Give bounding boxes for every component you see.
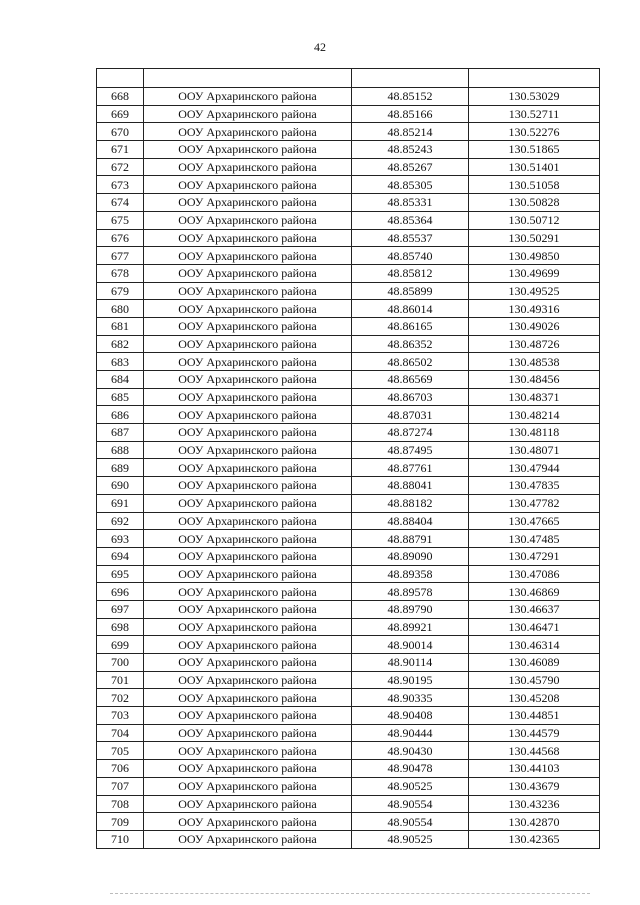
latitude-cell: 48.88041 xyxy=(352,477,469,495)
row-number-cell: 696 xyxy=(97,583,144,601)
row-number-cell: 708 xyxy=(97,795,144,813)
header-cell-latitude xyxy=(352,69,469,88)
table-row xyxy=(97,300,600,318)
organization-cell: ООУ Архаринского района xyxy=(144,441,352,459)
table-row xyxy=(97,565,600,583)
organization-cell: ООУ Архаринского района xyxy=(144,300,352,318)
longitude-cell: 130.45208 xyxy=(469,689,600,707)
organization-cell: ООУ Архаринского района xyxy=(144,141,352,159)
table-row xyxy=(97,707,600,725)
longitude-cell: 130.48456 xyxy=(469,371,600,389)
table-row xyxy=(97,760,600,778)
organization-cell: ООУ Архаринского района xyxy=(144,530,352,548)
latitude-cell: 48.90444 xyxy=(352,724,469,742)
coordinates-table-body xyxy=(97,69,600,849)
table-row xyxy=(97,494,600,512)
organization-cell: ООУ Архаринского района xyxy=(144,123,352,141)
organization-cell: ООУ Архаринского района xyxy=(144,424,352,442)
latitude-cell: 48.89921 xyxy=(352,618,469,636)
latitude-cell: 48.87495 xyxy=(352,441,469,459)
table-row xyxy=(97,264,600,282)
longitude-cell: 130.50828 xyxy=(469,194,600,212)
longitude-cell: 130.42365 xyxy=(469,830,600,848)
organization-cell: ООУ Архаринского района xyxy=(144,742,352,760)
organization-cell: ООУ Архаринского района xyxy=(144,317,352,335)
longitude-cell: 130.50712 xyxy=(469,211,600,229)
table-row xyxy=(97,654,600,672)
latitude-cell: 48.85331 xyxy=(352,194,469,212)
row-number-cell: 677 xyxy=(97,247,144,265)
longitude-cell: 130.46471 xyxy=(469,618,600,636)
longitude-cell: 130.52711 xyxy=(469,105,600,123)
table-row xyxy=(97,777,600,795)
longitude-cell: 130.49525 xyxy=(469,282,600,300)
table-row xyxy=(97,424,600,442)
row-number-cell: 705 xyxy=(97,742,144,760)
organization-cell: ООУ Архаринского района xyxy=(144,176,352,194)
organization-cell: ООУ Архаринского района xyxy=(144,494,352,512)
row-number-cell: 707 xyxy=(97,777,144,795)
longitude-cell: 130.46314 xyxy=(469,636,600,654)
table-row xyxy=(97,583,600,601)
longitude-cell: 130.43236 xyxy=(469,795,600,813)
latitude-cell: 48.85305 xyxy=(352,176,469,194)
row-number-cell: 674 xyxy=(97,194,144,212)
latitude-cell: 48.90014 xyxy=(352,636,469,654)
table-row xyxy=(97,335,600,353)
organization-cell: ООУ Архаринского района xyxy=(144,158,352,176)
latitude-cell: 48.85364 xyxy=(352,211,469,229)
latitude-cell: 48.86165 xyxy=(352,317,469,335)
organization-cell: ООУ Архаринского района xyxy=(144,618,352,636)
table-row xyxy=(97,813,600,831)
latitude-cell: 48.85740 xyxy=(352,247,469,265)
longitude-cell: 130.49699 xyxy=(469,264,600,282)
table-row xyxy=(97,371,600,389)
row-number-cell: 700 xyxy=(97,654,144,672)
organization-cell: ООУ Архаринского района xyxy=(144,565,352,583)
table-row xyxy=(97,194,600,212)
latitude-cell: 48.88404 xyxy=(352,512,469,530)
longitude-cell: 130.51865 xyxy=(469,141,600,159)
table-row xyxy=(97,353,600,371)
row-number-cell: 687 xyxy=(97,424,144,442)
row-number-cell: 672 xyxy=(97,158,144,176)
table-row xyxy=(97,477,600,495)
header-cell-longitude xyxy=(469,69,600,88)
row-number-cell: 706 xyxy=(97,760,144,778)
organization-cell: ООУ Архаринского района xyxy=(144,406,352,424)
longitude-cell: 130.47485 xyxy=(469,530,600,548)
table-row xyxy=(97,459,600,477)
table-row xyxy=(97,742,600,760)
longitude-cell: 130.51401 xyxy=(469,158,600,176)
row-number-cell: 710 xyxy=(97,830,144,848)
latitude-cell: 48.86569 xyxy=(352,371,469,389)
latitude-cell: 48.90408 xyxy=(352,707,469,725)
row-number-cell: 685 xyxy=(97,388,144,406)
table-row xyxy=(97,600,600,618)
row-number-cell: 669 xyxy=(97,105,144,123)
row-number-cell: 709 xyxy=(97,813,144,831)
longitude-cell: 130.46637 xyxy=(469,600,600,618)
latitude-cell: 48.88182 xyxy=(352,494,469,512)
organization-cell: ООУ Архаринского района xyxy=(144,353,352,371)
table-row xyxy=(97,388,600,406)
table-header-row xyxy=(97,69,600,88)
longitude-cell: 130.48371 xyxy=(469,388,600,406)
row-number-cell: 695 xyxy=(97,565,144,583)
latitude-cell: 48.90478 xyxy=(352,760,469,778)
longitude-cell: 130.51058 xyxy=(469,176,600,194)
row-number-cell: 689 xyxy=(97,459,144,477)
longitude-cell: 130.48118 xyxy=(469,424,600,442)
latitude-cell: 48.89090 xyxy=(352,547,469,565)
latitude-cell: 48.90195 xyxy=(352,671,469,689)
row-number-cell: 699 xyxy=(97,636,144,654)
latitude-cell: 48.87031 xyxy=(352,406,469,424)
longitude-cell: 130.47944 xyxy=(469,459,600,477)
row-number-cell: 671 xyxy=(97,141,144,159)
latitude-cell: 48.86703 xyxy=(352,388,469,406)
table-row xyxy=(97,211,600,229)
organization-cell: ООУ Архаринского района xyxy=(144,194,352,212)
organization-cell: ООУ Архаринского района xyxy=(144,335,352,353)
latitude-cell: 48.90554 xyxy=(352,813,469,831)
longitude-cell: 130.47086 xyxy=(469,565,600,583)
organization-cell: ООУ Архаринского района xyxy=(144,247,352,265)
latitude-cell: 48.90554 xyxy=(352,795,469,813)
longitude-cell: 130.47782 xyxy=(469,494,600,512)
longitude-cell: 130.48214 xyxy=(469,406,600,424)
organization-cell: ООУ Архаринского района xyxy=(144,388,352,406)
organization-cell: ООУ Архаринского района xyxy=(144,477,352,495)
page-bottom-rule xyxy=(110,893,590,894)
table-row xyxy=(97,282,600,300)
row-number-cell: 670 xyxy=(97,123,144,141)
latitude-cell: 48.90114 xyxy=(352,654,469,672)
table-row xyxy=(97,830,600,848)
longitude-cell: 130.44568 xyxy=(469,742,600,760)
longitude-cell: 130.43679 xyxy=(469,777,600,795)
row-number-cell: 668 xyxy=(97,88,144,106)
latitude-cell: 48.90430 xyxy=(352,742,469,760)
table-row xyxy=(97,123,600,141)
table-row xyxy=(97,229,600,247)
longitude-cell: 130.44103 xyxy=(469,760,600,778)
row-number-cell: 691 xyxy=(97,494,144,512)
latitude-cell: 48.85243 xyxy=(352,141,469,159)
organization-cell: ООУ Архаринского района xyxy=(144,88,352,106)
longitude-cell: 130.42870 xyxy=(469,813,600,831)
organization-cell: ООУ Архаринского района xyxy=(144,264,352,282)
latitude-cell: 48.89790 xyxy=(352,600,469,618)
latitude-cell: 48.87274 xyxy=(352,424,469,442)
longitude-cell: 130.50291 xyxy=(469,229,600,247)
table-row xyxy=(97,317,600,335)
page-number: 42 xyxy=(314,40,326,54)
organization-cell: ООУ Архаринского района xyxy=(144,512,352,530)
longitude-cell: 130.45790 xyxy=(469,671,600,689)
table-row xyxy=(97,176,600,194)
organization-cell: ООУ Архаринского района xyxy=(144,371,352,389)
organization-cell: ООУ Архаринского района xyxy=(144,105,352,123)
organization-cell: ООУ Архаринского района xyxy=(144,671,352,689)
table-row xyxy=(97,141,600,159)
longitude-cell: 130.47665 xyxy=(469,512,600,530)
organization-cell: ООУ Архаринского района xyxy=(144,760,352,778)
row-number-cell: 684 xyxy=(97,371,144,389)
table-row xyxy=(97,88,600,106)
longitude-cell: 130.46089 xyxy=(469,654,600,672)
table-row xyxy=(97,724,600,742)
row-number-cell: 690 xyxy=(97,477,144,495)
organization-cell: ООУ Архаринского района xyxy=(144,707,352,725)
organization-cell: ООУ Архаринского района xyxy=(144,654,352,672)
latitude-cell: 48.85214 xyxy=(352,123,469,141)
organization-cell: ООУ Архаринского района xyxy=(144,459,352,477)
organization-cell: ООУ Архаринского района xyxy=(144,795,352,813)
row-number-cell: 703 xyxy=(97,707,144,725)
latitude-cell: 48.85812 xyxy=(352,264,469,282)
latitude-cell: 48.85899 xyxy=(352,282,469,300)
longitude-cell: 130.49316 xyxy=(469,300,600,318)
organization-cell: ООУ Архаринского района xyxy=(144,777,352,795)
row-number-cell: 675 xyxy=(97,211,144,229)
row-number-cell: 697 xyxy=(97,600,144,618)
row-number-cell: 673 xyxy=(97,176,144,194)
table-row xyxy=(97,105,600,123)
table-row xyxy=(97,158,600,176)
latitude-cell: 48.85267 xyxy=(352,158,469,176)
latitude-cell: 48.90525 xyxy=(352,777,469,795)
organization-cell: ООУ Архаринского района xyxy=(144,547,352,565)
latitude-cell: 48.86014 xyxy=(352,300,469,318)
row-number-cell: 682 xyxy=(97,335,144,353)
longitude-cell: 130.49850 xyxy=(469,247,600,265)
latitude-cell: 48.86502 xyxy=(352,353,469,371)
header-cell-name xyxy=(144,69,352,88)
row-number-cell: 680 xyxy=(97,300,144,318)
row-number-cell: 688 xyxy=(97,441,144,459)
latitude-cell: 48.89358 xyxy=(352,565,469,583)
latitude-cell: 48.87761 xyxy=(352,459,469,477)
longitude-cell: 130.44579 xyxy=(469,724,600,742)
latitude-cell: 48.85152 xyxy=(352,88,469,106)
longitude-cell: 130.52276 xyxy=(469,123,600,141)
table-row xyxy=(97,671,600,689)
table-row xyxy=(97,547,600,565)
row-number-cell: 694 xyxy=(97,547,144,565)
organization-cell: ООУ Архаринского района xyxy=(144,600,352,618)
table-row xyxy=(97,530,600,548)
latitude-cell: 48.85166 xyxy=(352,105,469,123)
longitude-cell: 130.44851 xyxy=(469,707,600,725)
organization-cell: ООУ Архаринского района xyxy=(144,583,352,601)
table-row xyxy=(97,247,600,265)
table-row xyxy=(97,512,600,530)
longitude-cell: 130.53029 xyxy=(469,88,600,106)
row-number-cell: 701 xyxy=(97,671,144,689)
latitude-cell: 48.89578 xyxy=(352,583,469,601)
organization-cell: ООУ Архаринского района xyxy=(144,830,352,848)
row-number-cell: 681 xyxy=(97,317,144,335)
longitude-cell: 130.48071 xyxy=(469,441,600,459)
organization-cell: ООУ Архаринского района xyxy=(144,636,352,654)
longitude-cell: 130.47291 xyxy=(469,547,600,565)
longitude-cell: 130.47835 xyxy=(469,477,600,495)
latitude-cell: 48.90525 xyxy=(352,830,469,848)
row-number-cell: 692 xyxy=(97,512,144,530)
row-number-cell: 683 xyxy=(97,353,144,371)
row-number-cell: 679 xyxy=(97,282,144,300)
coordinates-table xyxy=(96,68,600,849)
table-row xyxy=(97,618,600,636)
table-row xyxy=(97,795,600,813)
latitude-cell: 48.88791 xyxy=(352,530,469,548)
row-number-cell: 704 xyxy=(97,724,144,742)
row-number-cell: 686 xyxy=(97,406,144,424)
table-row xyxy=(97,689,600,707)
row-number-cell: 693 xyxy=(97,530,144,548)
organization-cell: ООУ Архаринского района xyxy=(144,282,352,300)
row-number-cell: 702 xyxy=(97,689,144,707)
row-number-cell: 698 xyxy=(97,618,144,636)
organization-cell: ООУ Архаринского района xyxy=(144,813,352,831)
organization-cell: ООУ Архаринского района xyxy=(144,229,352,247)
latitude-cell: 48.90335 xyxy=(352,689,469,707)
organization-cell: ООУ Архаринского района xyxy=(144,689,352,707)
organization-cell: ООУ Архаринского района xyxy=(144,211,352,229)
header-cell-number xyxy=(97,69,144,88)
longitude-cell: 130.46869 xyxy=(469,583,600,601)
table-row xyxy=(97,441,600,459)
table-row xyxy=(97,636,600,654)
latitude-cell: 48.86352 xyxy=(352,335,469,353)
latitude-cell: 48.85537 xyxy=(352,229,469,247)
organization-cell: ООУ Архаринского района xyxy=(144,724,352,742)
longitude-cell: 130.48538 xyxy=(469,353,600,371)
row-number-cell: 678 xyxy=(97,264,144,282)
longitude-cell: 130.49026 xyxy=(469,317,600,335)
longitude-cell: 130.48726 xyxy=(469,335,600,353)
row-number-cell: 676 xyxy=(97,229,144,247)
table-row xyxy=(97,406,600,424)
